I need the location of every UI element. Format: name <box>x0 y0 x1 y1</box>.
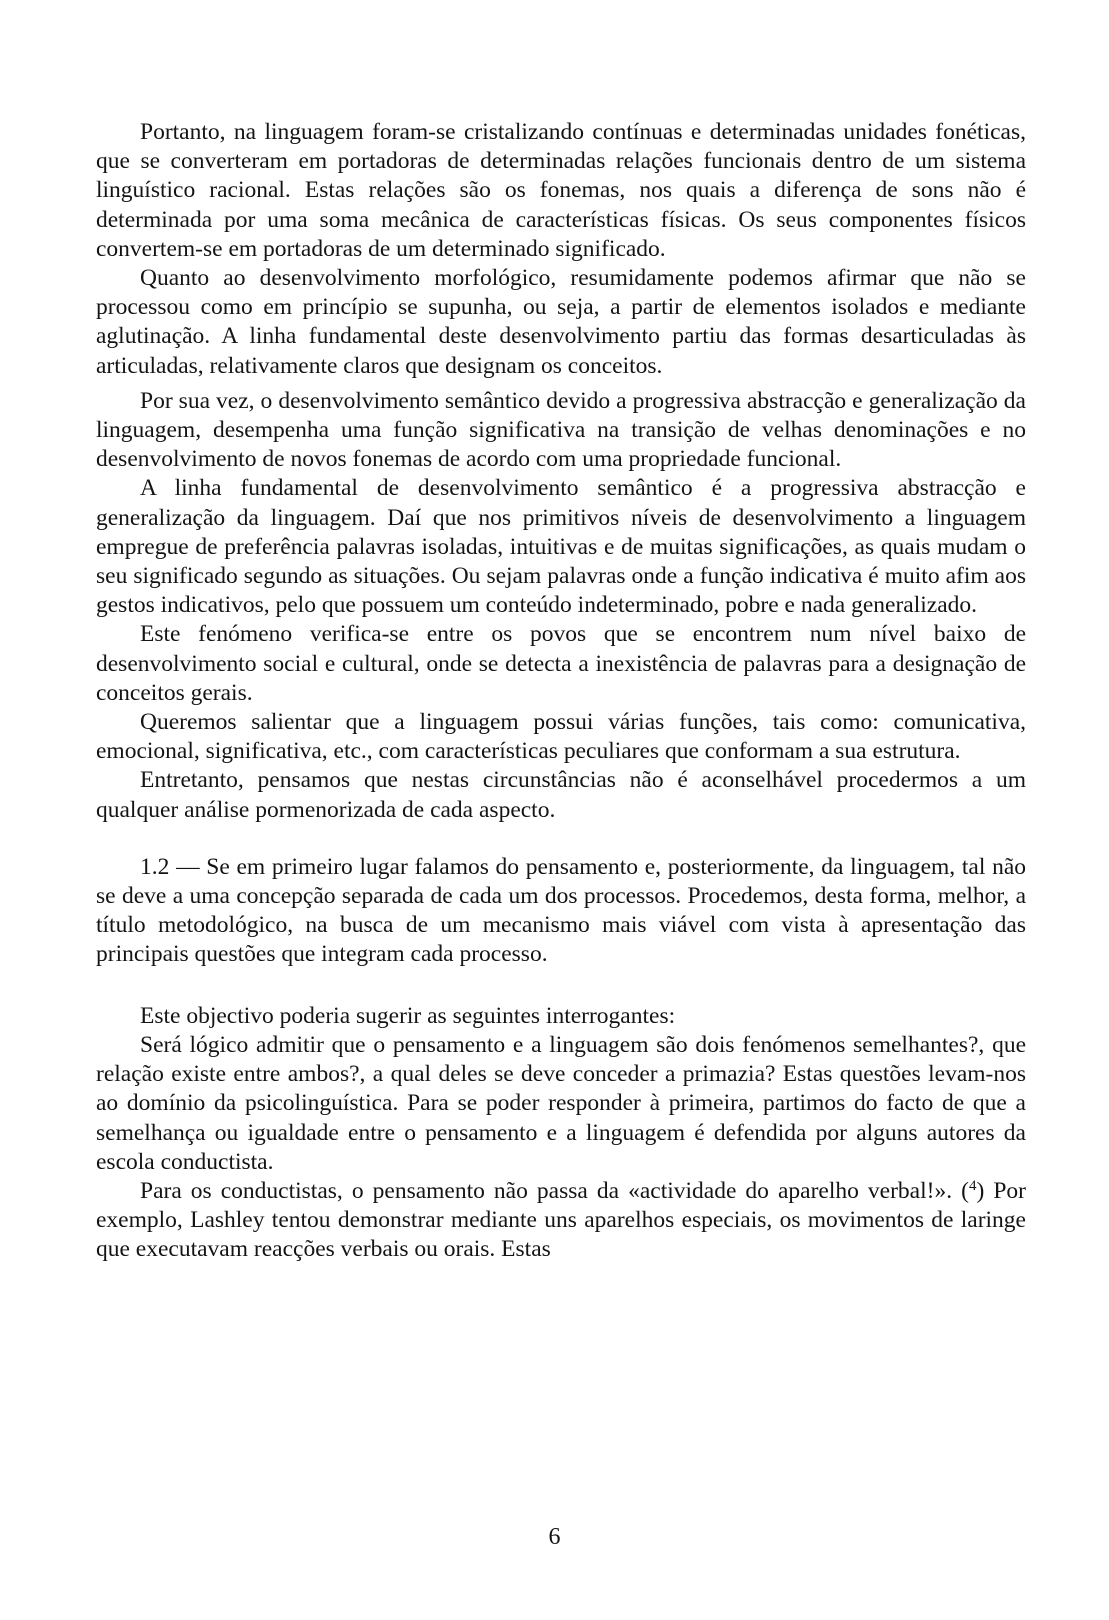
paragraph-circumstances: Entretanto, pensamos que nestas circunstâncias não é aconselhável procedermos a um qualquer análise pormenorizada de cada aspecto. <box>96 767 1026 823</box>
page-number: 6 <box>548 1524 561 1550</box>
paragraph-phonetics: Portanto, na linguagem foram-se cristalizando contínuas e determinadas unidades fonéticas, que se converteram em portadoras de determinadas relações funcionais dentro de um sistema linguístico racional. Estas relações são os fonemas, nos quais a diferença de sons não é determinada por uma soma mecânica de características físicas. Os seus componentes físicos convertem-se em portadoras de um determinado significado. <box>96 119 1026 262</box>
paragraph-conductists <box>96 1177 1026 1265</box>
paragraph-morphology: Quanto ao desenvolvimento morfológico, resumidamente podemos afirmar que não se processou como em princípio se supunha, ou seja, a partir de elementos isolados e mediante aglutinação. A linha fundamental deste desenvolvimento partiu das formas desarticuladas às articuladas, relativamente claros que designam os conceitos. <box>96 265 1026 379</box>
paragraph-objective: Este objectivo poderia sugerir as seguintes interrogantes: <box>140 1002 676 1029</box>
conductists-text-before-note: Para os conductistas, o pensamento não passa da «actividade do aparelho verbal!». ( <box>140 1177 969 1204</box>
paragraph-questions: Será lógico admitir que o pensamento e a linguagem são dois fenómenos semelhantes?, que relação existe entre ambos?, a qual deles se deve conceder a primazia? Estas questões levam-nos ao domínio da psicolinguística. Para se poder responder à primeira, partimos do facto de que a semelhança ou igualdade entre o pensamento e a linguagem é defendida por alguns autores da escola conductista. <box>96 1031 1026 1175</box>
paragraph-section-1-2: 1.2 — Se em primeiro lugar falamos do pensamento e, posteriormente, da linguagem, tal não se deve a uma concepção separada de cada um dos processos. Procedemos, desta forma, melhor, a título metodológico, na busca de um mecanismo mais viável com vista à apresentação das principais questões que integram cada processo. <box>96 853 1026 968</box>
paragraph-phenomenon: Este fenómeno verifica-se entre os povos que se encontrem num nível baixo de desenvolvimento social e cultural, onde se detecta a inexistência de palavras para a designação de conceitos gerais. <box>96 621 1026 706</box>
footnote-reference: 4 <box>968 1177 977 1194</box>
paragraph-semantics: Por sua vez, o desenvolvimento semântico devido a progressiva abstracção e generalização da linguagem, desempenha uma função significativa na transição de velhas denominações e no desenvolvimento de novos fonemas de acordo com uma propriedade funcional. <box>96 387 1026 473</box>
body-text <box>96 118 1026 1265</box>
conductists-text-after-note: ) Por exemplo, Lashley tentou demonstrar mediante uns aparelhos especiais, os movimentos de laringe que executavam reacções verbais ou orais. Estas <box>96 1177 1026 1263</box>
paragraph-functions: Queremos salientar que a linguagem possui várias funções, tais como: comunicativa, emocional, significativa, etc., com características peculiares que conformam a sua estrutura. <box>96 709 1026 765</box>
paragraph-semantic-line: A linha fundamental de desenvolvimento semântico é a progressiva abstracção e generalização da linguagem. Daí que nos primitivos níveis de desenvolvimento a linguagem empregue de preferência palavras isoladas, intuitivas e de muitas significações, as quais mudam o seu significado segundo as situações. Ou sejam palavras onde a função indicativa é muito afim aos gestos indicativos, pelo que possuem um conteúdo indeterminado, pobre e nada generalizado. <box>96 475 1026 619</box>
